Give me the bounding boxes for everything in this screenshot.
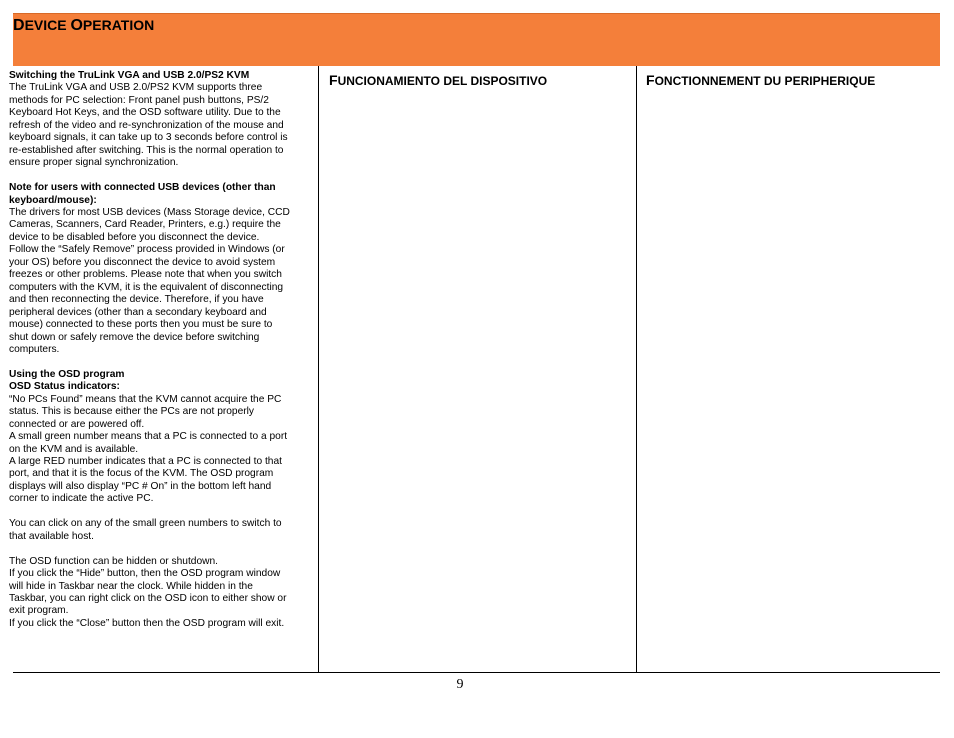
text-line: “No PCs Found” means that the KVM cannot acquire the PC xyxy=(9,393,282,405)
text-line: re-established after switching. This is the normal operation to xyxy=(9,144,284,156)
note-heading-line: Note for users with connected USB devices (other than xyxy=(9,182,276,194)
heading-rest: UNCIONAMIENTO DEL DISPOSITIVO xyxy=(337,74,548,88)
text-line: A small green number means that a PC is connected to a port xyxy=(9,431,288,443)
title-initial-o: O xyxy=(70,17,83,34)
text-line: computers with the KVM, it is the equivalent of disconnecting xyxy=(9,281,284,293)
spacer xyxy=(9,356,313,368)
text-line: connected or are powered off. xyxy=(9,418,145,430)
text-line: mouse) connected to these ports then you must be sure to xyxy=(9,319,273,331)
text-line: shut down or safely remove the device before switching xyxy=(9,331,260,343)
text-line: You can click on any of the small green numbers to switch to xyxy=(9,518,282,530)
heading-initial: F xyxy=(329,72,338,88)
text-line: Cameras, Scanners, Card Reader, Printers, e.g.) require the xyxy=(9,219,281,231)
switching-paragraph xyxy=(9,82,313,169)
hide-paragraph xyxy=(9,556,313,631)
column-divider-2 xyxy=(636,66,637,672)
text-line: If you click the “Hide” button, then the OSD program window xyxy=(9,568,281,580)
section-heading-switching: Switching the TruLink VGA and USB 2.0/PS2 KVM xyxy=(9,70,250,81)
text-line: and then reconnecting the device. Therefore, if you have xyxy=(9,294,264,306)
spacer xyxy=(9,170,313,182)
text-line: device to be disabled before you disconnect the device. xyxy=(9,231,260,243)
text-line: freezes or other problems. Please note that when you switch xyxy=(9,269,282,281)
text-line: port, and that it is the focus of the KVM. The OSD program xyxy=(9,468,274,480)
content-columns xyxy=(9,66,940,673)
text-line: keyboard signals, it can take up to 3 seconds before control is xyxy=(9,132,288,144)
column-divider-1 xyxy=(318,66,319,672)
note-heading-line: keyboard/mouse): xyxy=(9,194,97,206)
french-column xyxy=(646,72,936,88)
text-line: will hide in Taskbar near the clock. While hidden in the xyxy=(9,580,253,592)
section-heading-osd-status: OSD Status indicators: xyxy=(9,381,120,393)
text-line: A large RED number indicates that a PC is connected to that xyxy=(9,456,282,468)
text-line: methods for PC selection: Front panel push buttons, PS/2 xyxy=(9,94,269,106)
text-line: peripheral devices (other than a secondary keyboard and xyxy=(9,306,267,318)
text-line: Taskbar, you can right click on the OSD icon to either show or xyxy=(9,592,287,604)
section-heading-osd: Using the OSD program xyxy=(9,368,125,380)
text-line: corner to indicate the active PC. xyxy=(9,493,154,505)
spanish-column xyxy=(329,72,629,88)
title-word-device: EVICE xyxy=(24,17,71,33)
spanish-heading xyxy=(329,72,629,88)
text-line: status. This is because either the PCs are not properly xyxy=(9,406,255,418)
text-line: The drivers for most USB devices (Mass Storage device, CCD xyxy=(9,206,290,218)
page-number: 9 xyxy=(456,677,464,692)
text-line: computers. xyxy=(9,343,60,355)
english-column xyxy=(9,70,313,630)
title-initial-d: D xyxy=(13,17,25,34)
text-line: Follow the “Safely Remove” process provided in Windows (or xyxy=(9,244,285,256)
text-line: exit program. xyxy=(9,605,69,617)
text-line: your OS) before you disconnect the device to avoid system xyxy=(9,256,276,268)
title-word-operation: PERATION xyxy=(82,17,155,33)
text-line: The OSD function can be hidden or shutdown. xyxy=(9,555,218,567)
text-line: that available host. xyxy=(9,530,94,542)
text-line: displays will also display “PC # On” in the bottom left hand xyxy=(9,480,272,492)
text-line: The TruLink VGA and USB 2.0/PS2 KVM supports three xyxy=(9,82,263,94)
note-paragraph xyxy=(9,207,313,356)
spacer xyxy=(9,506,313,518)
text-line: refresh of the video and re-synchronization of the mouse and xyxy=(9,119,284,131)
click-paragraph xyxy=(9,518,313,543)
page-title xyxy=(13,17,154,35)
heading-initial: F xyxy=(646,72,655,88)
text-line: Keyboard Hot Keys, and the OSD software utility. Due to the xyxy=(9,107,281,119)
spacer xyxy=(9,543,313,555)
french-heading xyxy=(646,72,936,88)
text-line: If you click the “Close” button then the OSD program will exit. xyxy=(9,617,285,629)
heading-rest: ONCTIONNEMENT DU PERIPHERIQUE xyxy=(654,74,876,88)
osd-status-paragraph xyxy=(9,394,313,506)
text-line: ensure proper signal synchronization. xyxy=(9,157,179,169)
header-bar xyxy=(13,13,940,66)
text-line: on the KVM and is available. xyxy=(9,443,139,455)
